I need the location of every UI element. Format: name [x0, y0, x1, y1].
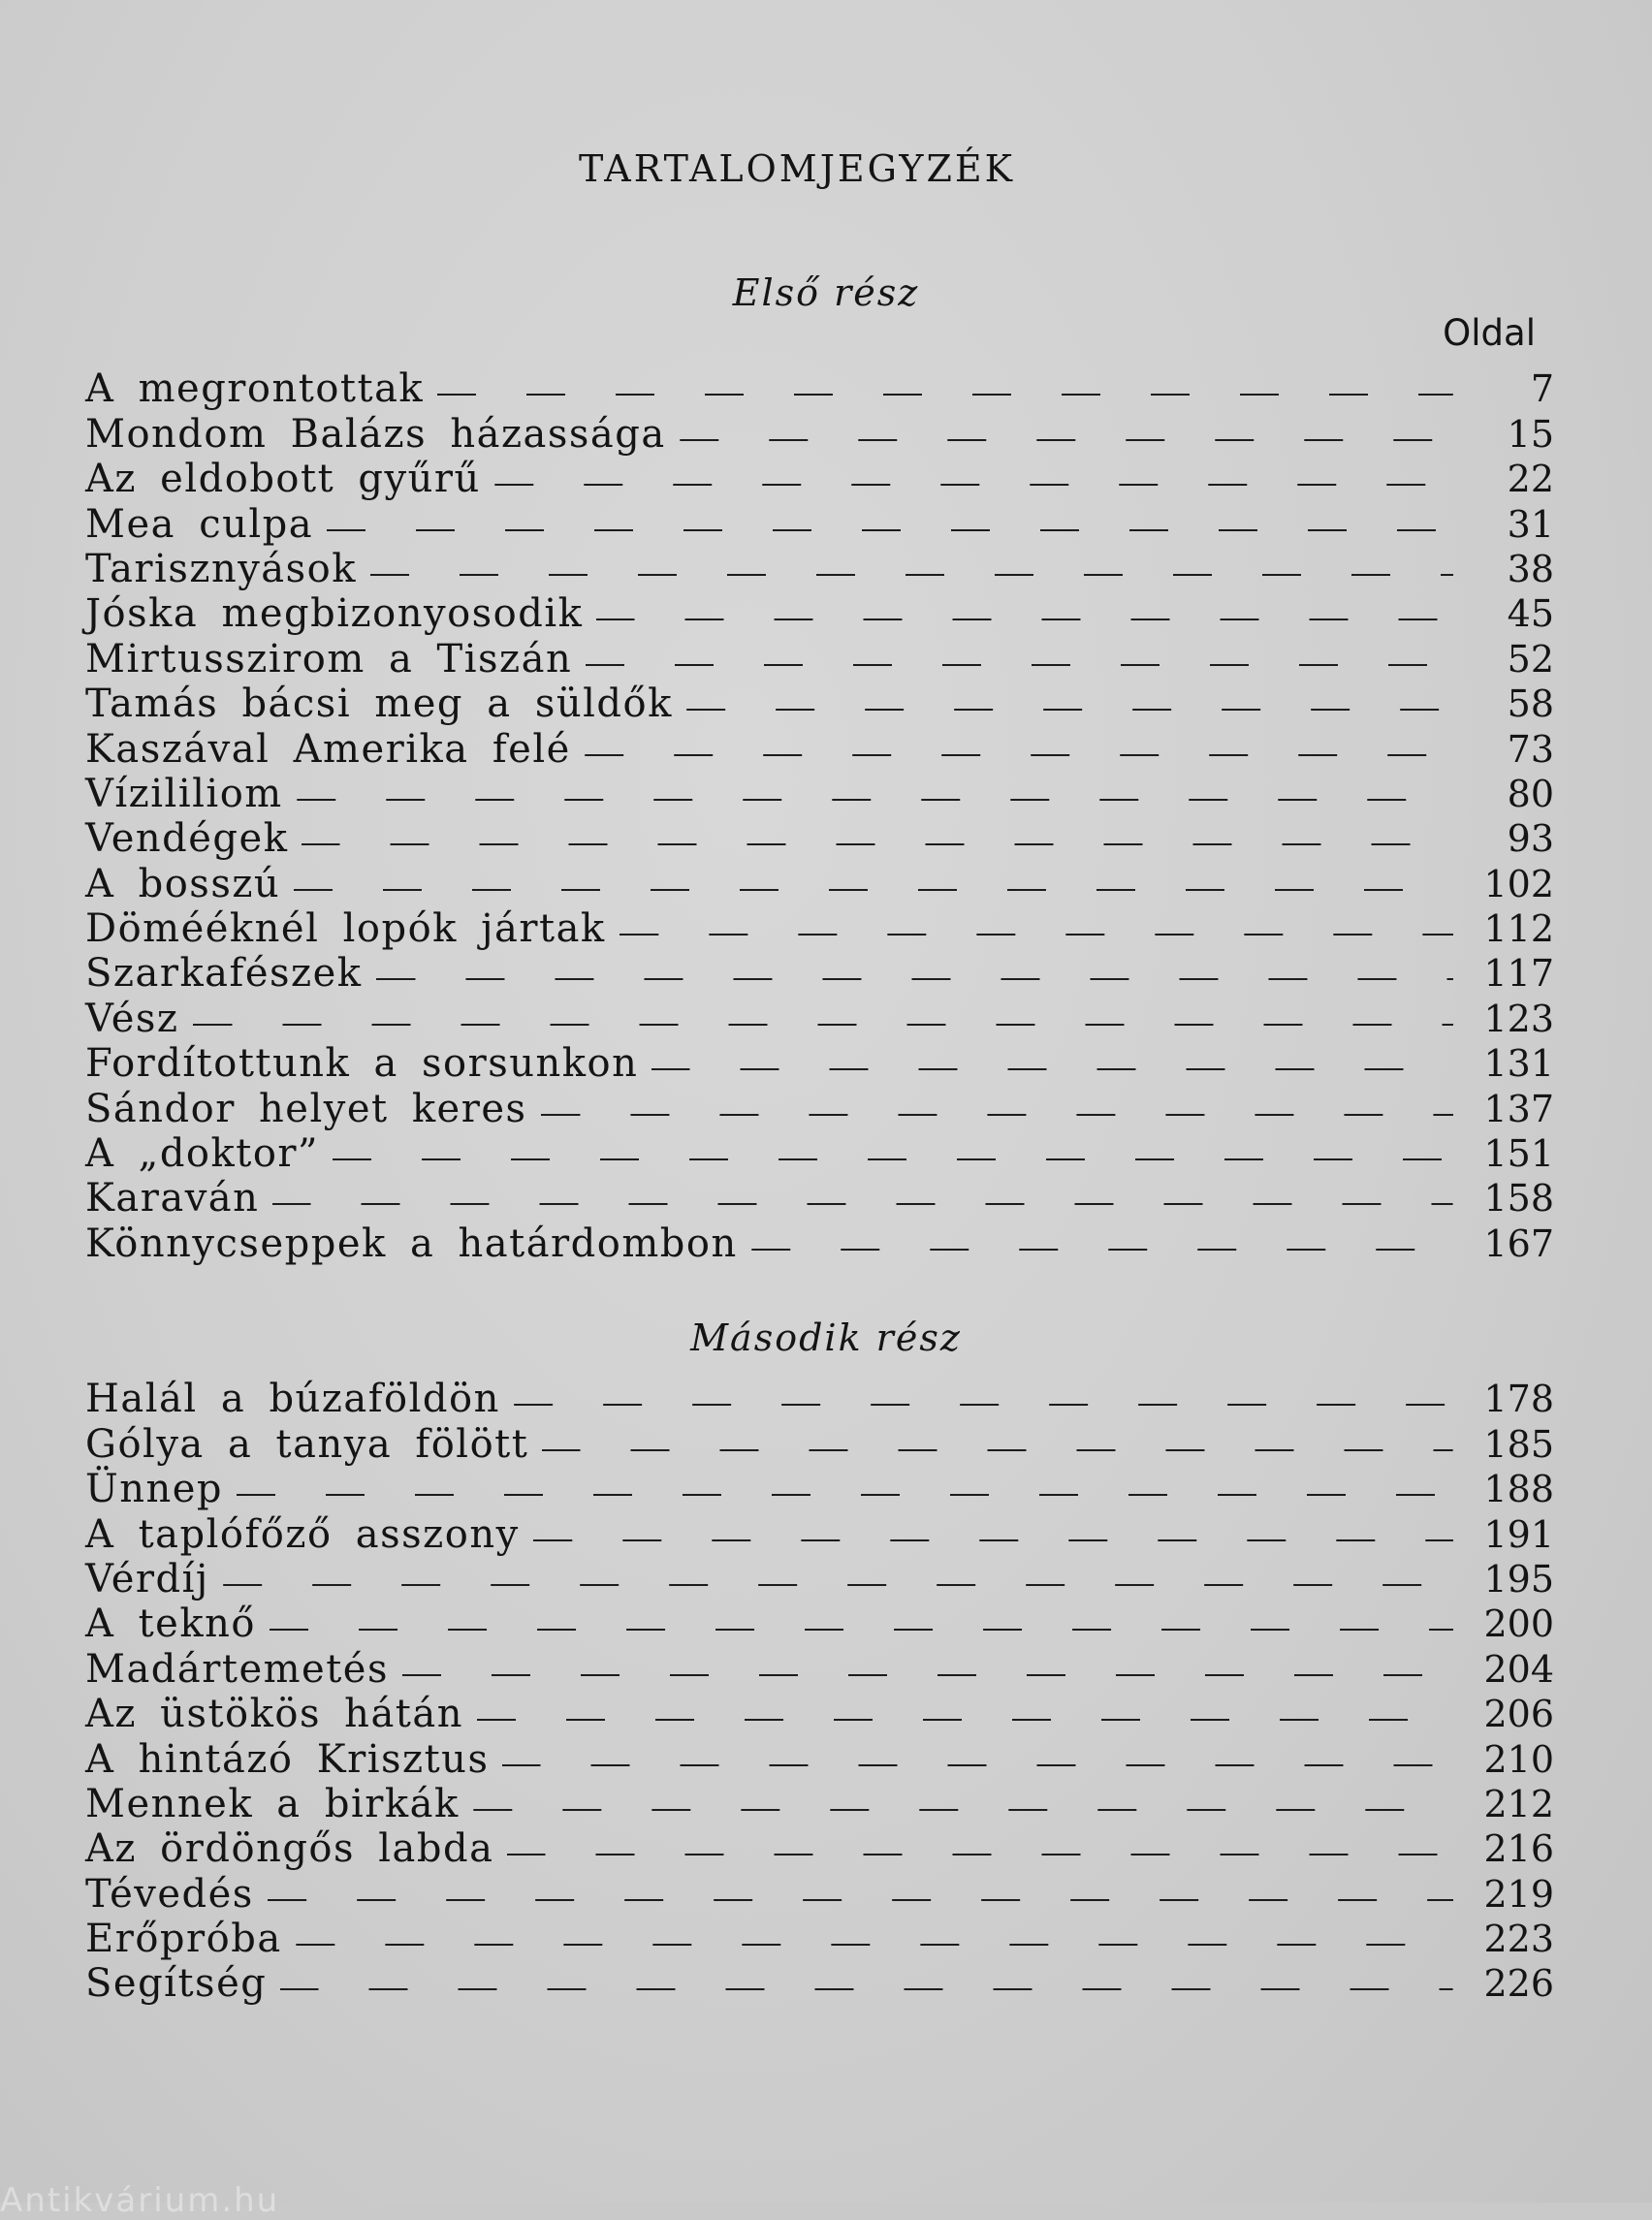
toc-entry [85, 1377, 1554, 1421]
toc-entry-page-number: 212 [1483, 1782, 1554, 1825]
dash-leader [586, 664, 1453, 666]
toc-entry [85, 772, 1554, 816]
toc-entry-title: A megrontottak [85, 366, 425, 412]
toc-entry-title: Az üstökös hátán [85, 1692, 463, 1737]
toc-entry-title: Fordítottunk a sorsunkon [85, 1041, 639, 1087]
toc-entry-page-number: 195 [1483, 1557, 1554, 1601]
toc-entry-page-number: 7 [1530, 367, 1554, 411]
toc-entry-page-number: 223 [1483, 1918, 1554, 1961]
toc-entry-title: Vízililiom [85, 771, 283, 816]
toc-entry-title: Erőpróba [85, 1917, 282, 1962]
dash-leader [437, 394, 1453, 396]
dash-leader [585, 754, 1453, 756]
toc-entry [85, 726, 1554, 771]
toc-entry [85, 1736, 1554, 1781]
toc-entry-title: Mennek a birkák [85, 1781, 460, 1826]
toc-entry [85, 1692, 1554, 1736]
toc-entry-title: Mirtusszirom a Tiszán [85, 636, 573, 682]
part-2-heading: Második rész [690, 1316, 962, 1359]
toc-entry [85, 1826, 1554, 1871]
toc-entry-title: Könnycseppek a határdombon [85, 1221, 738, 1266]
toc-entry-title: Karaván [85, 1176, 260, 1221]
dash-leader [514, 1404, 1453, 1406]
toc-entry-page-number: 31 [1507, 502, 1554, 546]
toc-entry-title: Vérdíj [85, 1556, 209, 1602]
dash-leader [533, 1539, 1453, 1541]
toc-entry [85, 1917, 1554, 1961]
toc-entry [85, 1646, 1554, 1691]
toc-entry [85, 1511, 1554, 1556]
toc-entry-page-number: 226 [1483, 1962, 1554, 2006]
toc-entry-title: Szarkafészek [85, 951, 363, 997]
dash-leader [494, 484, 1453, 486]
toc-entry-page-number: 73 [1507, 727, 1554, 771]
toc-entry-page-number: 216 [1483, 1827, 1554, 1871]
toc-entry [85, 1221, 1554, 1265]
part-1-entry-list [85, 366, 1554, 1266]
toc-entry-title: Mea culpa [85, 501, 314, 547]
dash-leader [542, 1449, 1453, 1451]
toc-entry-title: Kaszával Amerika felé [85, 726, 571, 772]
toc-entry-title: Madártemetés [85, 1646, 389, 1692]
page-column-label: Oldal [1443, 312, 1536, 354]
toc-entry-title: Az eldobott gyűrű [85, 457, 481, 502]
toc-entry-page-number: 93 [1507, 817, 1554, 861]
toc-entry-title: A teknő [85, 1602, 256, 1647]
toc-entry-page-number: 188 [1483, 1468, 1554, 1511]
dash-leader [296, 1944, 1453, 1946]
toc-entry-title: A taplófőző asszony [85, 1511, 520, 1557]
toc-entry-title: Tarisznyások [85, 546, 357, 591]
toc-entry [85, 1602, 1554, 1646]
toc-entry-page-number: 204 [1483, 1647, 1554, 1691]
dash-leader [280, 1988, 1453, 1990]
toc-entry-title: Mondom Balázs házassága [85, 411, 666, 457]
part-2-entry-list [85, 1377, 1554, 2006]
toc-entry [85, 951, 1554, 996]
toc-entry [85, 411, 1554, 456]
toc-entry-page-number: 200 [1483, 1602, 1554, 1646]
dash-leader [680, 439, 1453, 441]
toc-entry-page-number: 58 [1507, 682, 1554, 726]
dash-leader [376, 978, 1453, 980]
watermark: Antikvárium.hu [0, 2181, 280, 2220]
dash-leader [333, 1158, 1453, 1160]
toc-entry [85, 591, 1554, 636]
part-1-heading: Első rész [732, 271, 920, 314]
toc-entry-page-number: 178 [1483, 1378, 1554, 1421]
toc-entry-page-number: 15 [1507, 412, 1554, 456]
toc-entry [85, 1467, 1554, 1511]
toc-entry-title: A „doktor” [85, 1131, 319, 1177]
toc-entry [85, 1086, 1554, 1130]
toc-entry-page-number: 123 [1483, 997, 1554, 1040]
toc-entry [85, 636, 1554, 681]
toc-entry-title: Vendégek [85, 816, 289, 862]
toc-entry [85, 501, 1554, 546]
toc-entry [85, 1041, 1554, 1086]
dash-leader [327, 529, 1453, 531]
dash-leader [507, 1854, 1453, 1855]
toc-entry [85, 547, 1554, 591]
toc-entry-page-number: 52 [1507, 637, 1554, 681]
toc-entry-page-number: 22 [1507, 458, 1554, 501]
toc-entry [85, 906, 1554, 951]
dash-leader [541, 1114, 1453, 1116]
toc-entry-title: A hintázó Krisztus [85, 1736, 490, 1782]
toc-entry-title: Dömééknél lopók jártak [85, 906, 606, 952]
toc-entry-title: Halál a búzaföldön [85, 1377, 500, 1422]
toc-entry [85, 1782, 1554, 1826]
toc-entry-title: Segítség [85, 1961, 268, 2007]
toc-entry [85, 996, 1554, 1040]
toc-entry-title: Jóska megbizonyosodik [85, 591, 584, 637]
dash-leader [402, 1674, 1453, 1676]
toc-entry-title: Gólya a tanya fölött [85, 1421, 529, 1467]
toc-entry-title: A bosszú [85, 861, 281, 906]
toc-entry-page-number: 102 [1483, 862, 1554, 905]
toc-entry-title: Sándor helyet keres [85, 1086, 527, 1131]
toc-entry-page-number: 191 [1483, 1512, 1554, 1556]
dash-leader [473, 1809, 1453, 1811]
dash-leader [686, 709, 1453, 711]
dash-leader [620, 934, 1453, 936]
toc-entry [85, 861, 1554, 905]
toc-entry-page-number: 185 [1483, 1422, 1554, 1466]
dash-leader [193, 1024, 1454, 1026]
dash-leader [272, 1203, 1453, 1205]
toc-entry [85, 1176, 1554, 1221]
dash-leader [270, 1629, 1453, 1631]
toc-entry-page-number: 80 [1507, 772, 1554, 815]
toc-entry [85, 457, 1554, 501]
toc-entry [85, 1871, 1554, 1916]
toc-entry-page-number: 112 [1483, 907, 1554, 951]
page-title: TARTALOMJEGYZÉK [579, 147, 1015, 190]
toc-entry-page-number: 38 [1507, 547, 1554, 590]
toc-entry [85, 366, 1554, 411]
toc-entry-title: Vész [85, 996, 179, 1041]
toc-entry-title: Tévedés [85, 1871, 254, 1917]
dash-leader [302, 843, 1453, 845]
toc-entry-page-number: 131 [1483, 1042, 1554, 1086]
toc-entry [85, 816, 1554, 861]
toc-entry-page-number: 117 [1483, 952, 1554, 996]
toc-entry-page-number: 151 [1483, 1132, 1554, 1176]
dash-leader [268, 1899, 1453, 1901]
dash-leader [297, 799, 1453, 801]
toc-entry-title: Az ördöngős labda [85, 1826, 494, 1872]
toc-entry [85, 1961, 1554, 2006]
toc-entry [85, 1421, 1554, 1466]
toc-entry [85, 1131, 1554, 1176]
toc-entry-title: Tamás bácsi meg a süldők [85, 682, 673, 727]
dash-leader [237, 1494, 1453, 1496]
dash-leader [502, 1764, 1453, 1766]
toc-entry [85, 1557, 1554, 1602]
dash-leader [596, 618, 1453, 620]
dash-leader [223, 1584, 1453, 1586]
dash-leader [370, 574, 1453, 576]
toc-entry-page-number: 158 [1483, 1177, 1554, 1221]
dash-leader [294, 889, 1453, 891]
dash-leader [477, 1719, 1453, 1721]
toc-entry-page-number: 219 [1483, 1872, 1554, 1916]
toc-entry [85, 682, 1554, 726]
toc-entry-page-number: 45 [1507, 592, 1554, 636]
dash-leader [651, 1068, 1453, 1070]
toc-entry-page-number: 137 [1483, 1087, 1554, 1130]
toc-entry-title: Ünnep [85, 1467, 224, 1512]
dash-leader [751, 1249, 1453, 1251]
toc-entry-page-number: 206 [1483, 1693, 1554, 1736]
toc-entry-page-number: 167 [1483, 1221, 1554, 1265]
toc-entry-page-number: 210 [1483, 1737, 1554, 1781]
